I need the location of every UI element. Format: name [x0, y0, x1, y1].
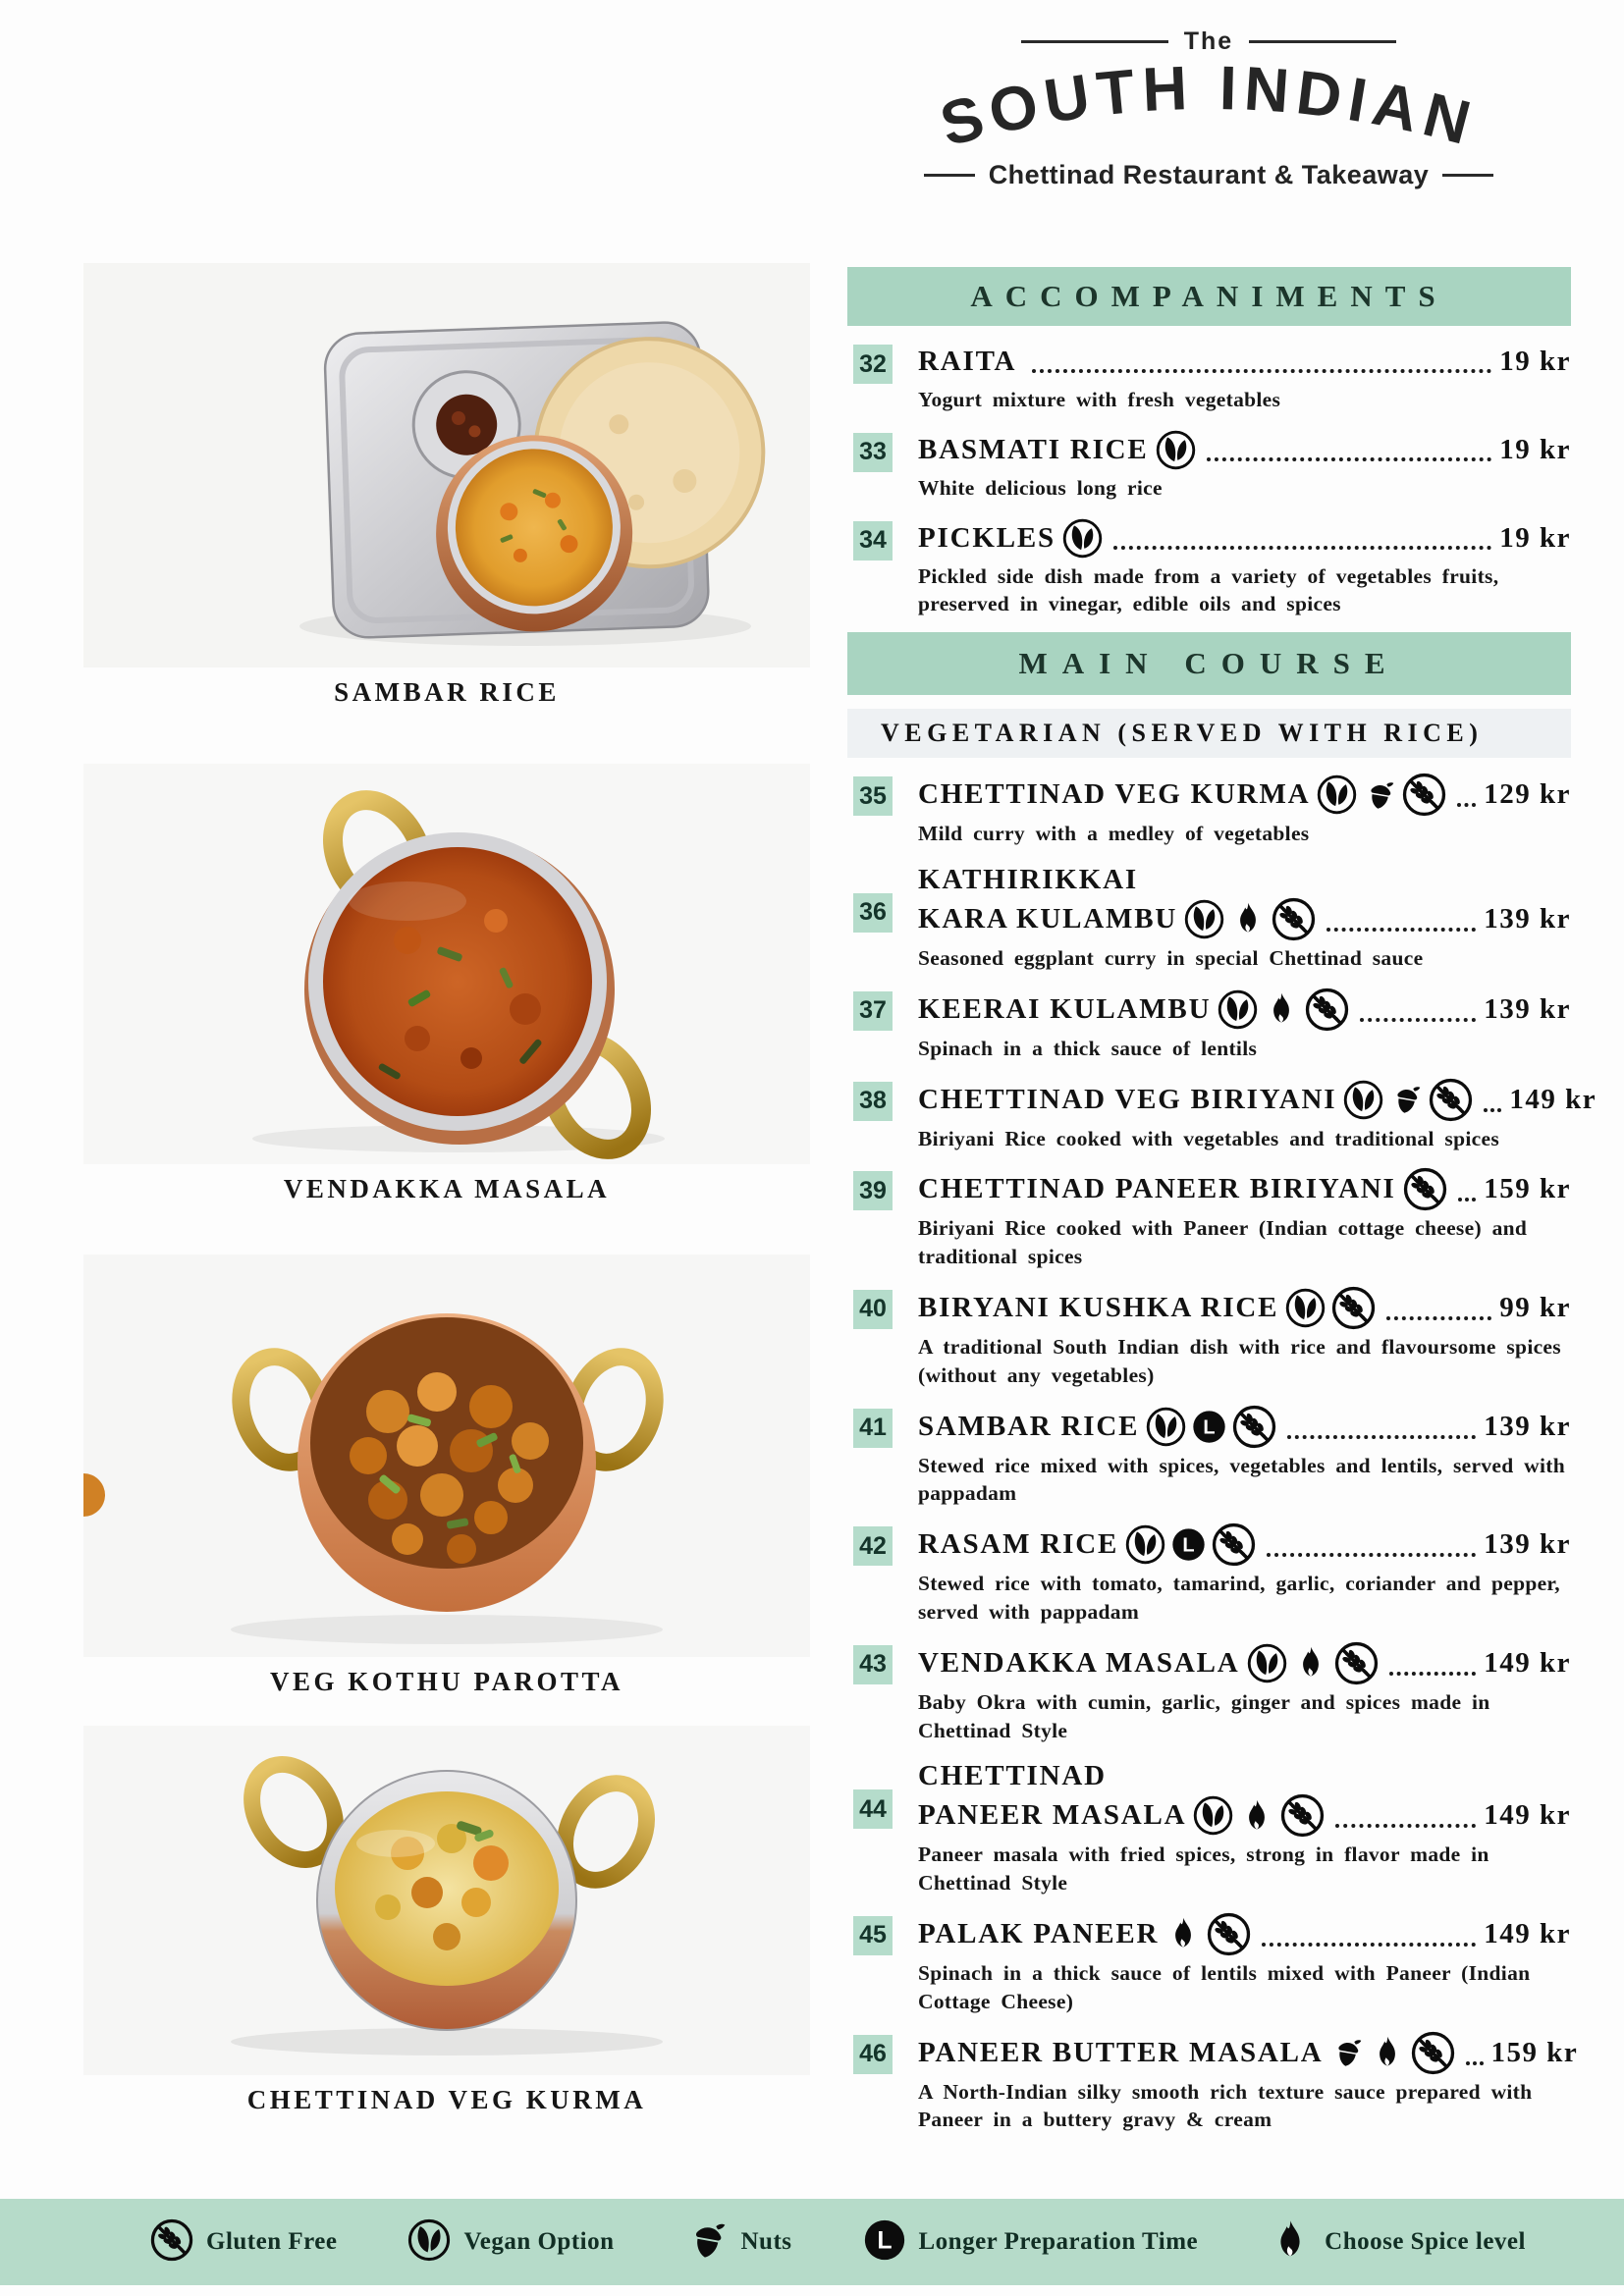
legend-icon-slot — [149, 2217, 194, 2268]
dotted-leader — [1466, 2061, 1484, 2065]
item-name: KARA KULAMBU — [918, 902, 1178, 934]
item-name: CHETTINAD PANEER BIRIYANI — [918, 1173, 1396, 1205]
legend-label: Gluten Free — [206, 2228, 338, 2255]
menu-item — [847, 772, 1571, 848]
longer-preparation-time-icon — [1191, 1409, 1227, 1445]
vegan-icon — [1192, 1794, 1234, 1837]
item-description: Pickled side dish made from a variety of vegetables fruits, preserved in vinegar, edible oils and spices — [918, 563, 1499, 616]
item-price: 139 kr — [1484, 1528, 1571, 1561]
legend-icon-slot — [406, 2217, 452, 2268]
accompaniments-items — [847, 340, 1571, 618]
item-name-row — [918, 1911, 1571, 1957]
menu-item — [847, 1640, 1571, 1745]
item-name: PICKLES — [918, 521, 1056, 554]
dish-photo-veg-kothu-parotta — [83, 1255, 810, 1657]
logo-wordmark — [922, 52, 1495, 166]
vegan-icon — [1284, 1287, 1326, 1329]
vegan-icon — [1145, 1406, 1187, 1448]
item-icons — [1124, 1522, 1257, 1568]
spice-level-flame-icon — [1229, 900, 1267, 937]
item-name: PANEER MASALA — [918, 1799, 1187, 1832]
item-name-row — [918, 2030, 1579, 2076]
legend-item — [149, 2217, 337, 2268]
item-description: A North-Indian silky smooth rich texture sauce prepared with Paneer in a buttery gravy & cream — [918, 2079, 1533, 2132]
legend-item — [684, 2217, 792, 2268]
gluten-free-icon — [1428, 1077, 1474, 1123]
menu-item — [847, 1522, 1571, 1627]
item-price: 159 kr — [1484, 1173, 1571, 1205]
logo-tagline-text: Chettinad Restaurant & Takeaway — [988, 160, 1430, 189]
dotted-leader — [1335, 1824, 1476, 1828]
vegan-icon — [1246, 1642, 1288, 1684]
spice-level-flame-icon — [1369, 2034, 1406, 2071]
menu-item — [847, 1911, 1571, 2016]
item-price: 99 kr — [1499, 1291, 1571, 1323]
dotted-leader — [1287, 1435, 1476, 1439]
dotted-leader — [1457, 803, 1476, 807]
item-description: Seasoned eggplant curry in special Chettinad sauce — [918, 945, 1424, 970]
item-number-badge: 33 — [853, 433, 893, 472]
menu-item — [847, 340, 1571, 414]
vegan-icon — [1316, 774, 1358, 816]
item-number-badge: 39 — [853, 1171, 893, 1210]
item-name-row — [918, 340, 1571, 384]
item-number-badge: 41 — [853, 1409, 893, 1448]
item-number-badge: 43 — [853, 1645, 893, 1684]
item-description: Mild curry with a medley of vegetables — [918, 822, 1310, 846]
logo-rule-right — [1249, 40, 1396, 43]
dish-caption: CHETTINAD VEG KURMA — [246, 2085, 647, 2114]
item-price: 139 kr — [1484, 902, 1571, 934]
gluten-free-icon — [1410, 2030, 1456, 2076]
svg-text:L: L — [1203, 1416, 1216, 1438]
item-description: Biriyani Rice cooked with Paneer (Indian cottage cheese) and traditional spices — [918, 1216, 1528, 1269]
item-name: PANEER BUTTER MASALA — [918, 2036, 1324, 2068]
item-description: A traditional South Indian dish with rice and flavoursome spices (without any vegetables) — [918, 1334, 1561, 1387]
item-description: Spinach in a thick sauce of lentils — [918, 1036, 1258, 1060]
item-name-row — [918, 428, 1571, 472]
item-number-badge: 42 — [853, 1526, 893, 1566]
item-name: CHETTINAD VEG BIRIYANI — [918, 1083, 1337, 1115]
item-icons — [1192, 1792, 1326, 1839]
dish-caption: VENDAKKA MASALA — [283, 1174, 611, 1203]
tagline-rule-left — [924, 174, 975, 177]
legend-label: Choose Spice level — [1325, 2228, 1526, 2255]
item-description: Biriyani Rice cooked with vegetables and traditional spices — [918, 1126, 1499, 1150]
item-description: Paneer masala with fried spices, strong in flavor made in Chettinad Style — [918, 1842, 1489, 1896]
item-name-line1: CHETTINAD — [918, 1760, 1107, 1792]
item-name: BASMATI RICE — [918, 433, 1149, 465]
item-name-row — [918, 1077, 1597, 1123]
dish-figure-sambar-rice — [83, 263, 810, 708]
legend-item — [406, 2217, 614, 2268]
item-price: 139 kr — [1484, 1410, 1571, 1442]
dish-photo-sambar-rice — [83, 263, 810, 667]
logo-rule-left — [1021, 40, 1168, 43]
item-icons — [1402, 1166, 1448, 1212]
item-description: White delicious long rice — [918, 475, 1163, 500]
spice-level-flame-icon — [1164, 1915, 1202, 1952]
dotted-leader — [1326, 928, 1476, 932]
icon-legend-bar — [0, 2199, 1624, 2285]
item-price: 149 kr — [1484, 1646, 1571, 1679]
menu-item — [847, 862, 1571, 973]
item-icons — [1246, 1640, 1380, 1686]
dotted-leader — [1032, 369, 1491, 373]
spice-level-flame-icon — [1292, 1644, 1329, 1682]
item-number-badge: 38 — [853, 1082, 893, 1121]
nuts-icon — [1329, 2035, 1365, 2070]
svg-text:L: L — [1182, 1534, 1195, 1557]
longer-preparation-time-icon — [862, 2217, 907, 2263]
menu-item — [847, 987, 1571, 1063]
item-description: Stewed rice with tomato, tamarind, garlic, coriander and pepper, served with pappadam — [918, 1572, 1560, 1624]
gluten-free-icon — [1402, 1166, 1448, 1212]
longer-preparation-time-icon — [1170, 1526, 1207, 1563]
svg-text:L: L — [876, 2226, 893, 2255]
item-name-row — [918, 987, 1571, 1033]
main-course-items — [847, 772, 1597, 2134]
gluten-free-icon — [1279, 1792, 1326, 1839]
item-number-badge: 36 — [853, 893, 893, 933]
menu-item — [847, 516, 1571, 619]
dotted-leader — [1389, 1672, 1477, 1676]
gluten-free-icon — [1401, 772, 1447, 818]
item-price: 149 kr — [1484, 1917, 1571, 1949]
item-price: 159 kr — [1490, 2036, 1579, 2068]
vegan-icon — [1183, 898, 1225, 940]
menu-item — [847, 1758, 1571, 1897]
dish-figure-chettinad-veg-kurma — [83, 1726, 810, 2115]
gluten-free-icon — [1330, 1285, 1377, 1331]
restaurant-logo — [890, 27, 1528, 190]
item-icons — [1061, 517, 1104, 560]
logo-tagline — [924, 160, 1494, 190]
dotted-leader — [1386, 1316, 1491, 1320]
item-price: 19 kr — [1499, 346, 1571, 377]
gluten-free-icon — [1333, 1640, 1380, 1686]
item-icons — [1145, 1404, 1277, 1450]
item-icons — [1164, 1911, 1252, 1957]
item-price: 149 kr — [1509, 1083, 1597, 1115]
gluten-free-icon — [1231, 1404, 1277, 1450]
legend-icon-slot — [1268, 2217, 1313, 2268]
legend-item — [862, 2217, 1199, 2268]
gluten-free-icon — [1211, 1522, 1257, 1568]
gluten-free-icon — [1304, 987, 1350, 1033]
dotted-leader — [1262, 1943, 1476, 1947]
item-name-row — [918, 772, 1571, 818]
menu-item — [847, 1404, 1571, 1509]
menu-item — [847, 428, 1571, 503]
item-name: CHETTINAD VEG KURMA — [918, 778, 1311, 811]
item-number-badge: 32 — [853, 345, 893, 384]
logo-name-text: SOUTH INDIAN — [933, 53, 1485, 160]
item-number-badge: 34 — [853, 521, 893, 561]
subsection-header-vegetarian: VEGETARIAN (SERVED WITH RICE) — [847, 709, 1571, 758]
gluten-free-icon — [1206, 1911, 1252, 1957]
spice-level-flame-icon — [1263, 990, 1300, 1028]
item-description: Stewed rice mixed with spices, vegetables and lentils, served with pappadam — [918, 1453, 1565, 1506]
dotted-leader — [1207, 457, 1492, 461]
dotted-leader — [1360, 1018, 1476, 1022]
vegan-icon — [1124, 1523, 1166, 1566]
legend-label: Vegan Option — [463, 2228, 615, 2255]
item-name-row — [918, 1792, 1571, 1839]
item-price: 129 kr — [1484, 778, 1571, 811]
menu-item — [847, 1166, 1571, 1271]
item-name: KEERAI KULAMBU — [918, 992, 1212, 1025]
nuts-icon — [1362, 777, 1397, 813]
item-icons — [1329, 2030, 1456, 2076]
item-name: RAITA — [918, 346, 1017, 377]
menu-item — [847, 1077, 1597, 1153]
logo-the-label: The — [1183, 27, 1234, 55]
legend-label: Longer Preparation Time — [918, 2228, 1199, 2255]
menu-item — [847, 1285, 1571, 1390]
vegan-icon — [1217, 988, 1259, 1031]
item-icons — [1342, 1077, 1474, 1123]
item-number-badge: 40 — [853, 1290, 893, 1329]
item-name-row — [918, 896, 1571, 942]
item-icons — [1284, 1285, 1377, 1331]
section-header-accompaniments: ACCOMPANIMENTS — [847, 267, 1571, 326]
vegan-icon — [1061, 517, 1104, 560]
item-name: PALAK PANEER — [918, 1917, 1160, 1949]
legend-icon-slot — [862, 2217, 907, 2268]
item-name-row — [918, 1404, 1571, 1450]
item-price: 19 kr — [1499, 521, 1571, 554]
tagline-rule-right — [1442, 174, 1493, 177]
item-number-badge: 46 — [853, 2035, 893, 2074]
legend-label: Nuts — [740, 2228, 792, 2255]
dish-figure-vendakka-masala — [83, 764, 810, 1204]
item-name-row — [918, 1522, 1571, 1568]
dish-caption: VEG KOTHU PAROTTA — [269, 1667, 624, 1696]
svg-text:SOUTH INDIAN — [934, 54, 1484, 160]
legend-item — [1268, 2217, 1526, 2268]
item-name-line1: KATHIRIKKAI — [918, 863, 1138, 895]
dish-caption: SAMBAR RICE — [334, 677, 560, 707]
nuts-icon — [1388, 1082, 1424, 1117]
item-number-badge: 44 — [853, 1789, 893, 1829]
item-number-badge: 45 — [853, 1916, 893, 1955]
item-name-row — [918, 1640, 1571, 1686]
menu-column — [847, 267, 1597, 2148]
item-icons — [1183, 896, 1317, 942]
item-name-row — [918, 1166, 1571, 1212]
dotted-leader — [1458, 1198, 1477, 1201]
item-description: Spinach in a thick sauce of lentils mixed with Paneer (Indian Cottage Cheese) — [918, 1960, 1531, 2013]
dish-photo-vendakka-masala — [83, 764, 810, 1164]
dotted-leader — [1113, 546, 1491, 550]
vegan-icon — [1155, 429, 1197, 471]
item-name: BIRYANI KUSHKA RICE — [918, 1291, 1279, 1323]
item-number-badge: 37 — [853, 991, 893, 1031]
gluten-free-icon — [1271, 896, 1317, 942]
item-icons — [1316, 772, 1447, 818]
dotted-leader — [1484, 1108, 1501, 1112]
nuts-icon — [684, 2217, 730, 2263]
vegan-icon — [406, 2217, 452, 2263]
item-icons — [1217, 987, 1350, 1033]
item-price: 19 kr — [1499, 433, 1571, 465]
dotted-leader — [1267, 1553, 1476, 1557]
item-name-row — [918, 1285, 1571, 1331]
gluten-free-icon — [149, 2217, 194, 2263]
item-name: VENDAKKA MASALA — [918, 1646, 1240, 1679]
item-name: SAMBAR RICE — [918, 1410, 1140, 1442]
spice-level-flame-icon — [1238, 1797, 1275, 1835]
section-header-main-course: MAIN COURSE — [847, 632, 1571, 695]
vegan-icon — [1342, 1079, 1384, 1121]
item-price: 139 kr — [1484, 992, 1571, 1025]
item-icons — [1155, 429, 1197, 471]
item-number-badge: 35 — [853, 776, 893, 816]
item-price: 149 kr — [1484, 1799, 1571, 1832]
item-description: Baby Okra with cumin, garlic, ginger and spices made in Chettinad Style — [918, 1689, 1490, 1742]
item-name-row — [918, 516, 1571, 561]
dish-photo-chettinad-veg-kurma — [83, 1726, 810, 2075]
spice-level-flame-icon — [1268, 2217, 1313, 2263]
menu-item — [847, 2030, 1579, 2135]
legend-icon-slot — [684, 2217, 730, 2268]
item-name: RASAM RICE — [918, 1528, 1119, 1561]
dish-figure-veg-kothu-parotta — [83, 1255, 810, 1697]
item-description: Yogurt mixture with fresh vegetables — [918, 388, 1281, 411]
